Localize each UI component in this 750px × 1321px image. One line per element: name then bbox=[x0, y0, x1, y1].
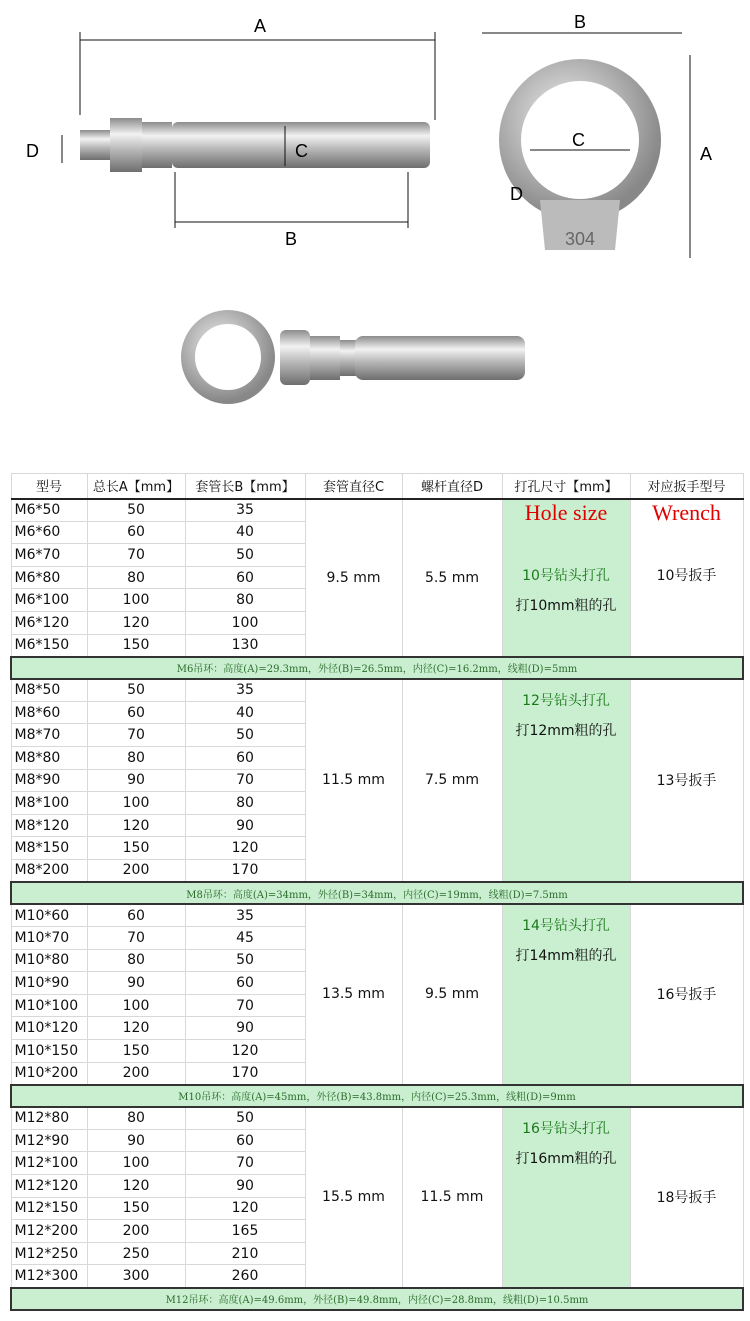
model-cell: M6*100 bbox=[11, 589, 87, 612]
sleeve-b-cell: 35 bbox=[185, 679, 305, 702]
length-a-cell: 80 bbox=[87, 1107, 185, 1130]
sleeve-b-cell: 40 bbox=[185, 701, 305, 724]
sleeve-b-cell: 80 bbox=[185, 792, 305, 815]
sleeve-b-cell: 90 bbox=[185, 1017, 305, 1040]
model-cell: M12*200 bbox=[11, 1220, 87, 1243]
ring-spec-row bbox=[11, 882, 743, 904]
length-a-cell: 120 bbox=[87, 1017, 185, 1040]
length-a-cell: 100 bbox=[87, 994, 185, 1017]
model-cell: M8*70 bbox=[11, 724, 87, 747]
length-a-cell: 150 bbox=[87, 837, 185, 860]
sleeve-b-cell: 80 bbox=[185, 589, 305, 612]
ring-spec-cell: M10吊环：高度(A)=45mm，外径(B)=43.8mm，内径(C)=25.3mm，线粗(D)=9mm bbox=[11, 1085, 743, 1107]
label-b: B bbox=[284, 229, 298, 249]
wrench-size-text: 13号扳手 bbox=[656, 773, 717, 790]
sleeve-b-cell: 120 bbox=[185, 1040, 305, 1063]
model-cell: M12*150 bbox=[11, 1197, 87, 1220]
model-cell: M10*120 bbox=[11, 1017, 87, 1040]
length-a-cell: 60 bbox=[87, 904, 185, 927]
sleeve-b-cell: 260 bbox=[185, 1265, 305, 1288]
model-cell: M10*60 bbox=[11, 904, 87, 927]
model-cell: M12*120 bbox=[11, 1175, 87, 1198]
header-row bbox=[11, 474, 743, 499]
wrench-cell bbox=[630, 904, 743, 1085]
bolt-diameter-cell: 11.5 mm bbox=[402, 1107, 502, 1288]
table-row bbox=[11, 679, 743, 702]
length-a-cell: 60 bbox=[87, 701, 185, 724]
drill-bit-text: 14号钻头打孔 bbox=[522, 918, 610, 934]
column-header: 螺杆直径D bbox=[402, 474, 502, 499]
sleeve-b-cell: 170 bbox=[185, 859, 305, 882]
length-a-cell: 300 bbox=[87, 1265, 185, 1288]
length-a-cell: 50 bbox=[87, 499, 185, 522]
length-a-cell: 80 bbox=[87, 566, 185, 589]
sleeve-diameter-cell: 11.5 mm bbox=[305, 679, 402, 882]
sleeve-b-cell: 50 bbox=[185, 544, 305, 567]
model-cell: M8*90 bbox=[11, 769, 87, 792]
sleeve-b-cell: 90 bbox=[185, 814, 305, 837]
wrench-cell bbox=[630, 1107, 743, 1288]
sleeve-b-cell: 165 bbox=[185, 1220, 305, 1243]
product-photos bbox=[0, 0, 750, 462]
length-a-cell: 120 bbox=[87, 814, 185, 837]
model-cell: M12*80 bbox=[11, 1107, 87, 1130]
sleeve-diameter-cell: 13.5 mm bbox=[305, 904, 402, 1085]
ring-label-d: D bbox=[510, 184, 523, 204]
sleeve-b-cell: 120 bbox=[185, 837, 305, 860]
sleeve-b-cell: 90 bbox=[185, 1175, 305, 1198]
ring-stamp: 304 bbox=[564, 229, 596, 249]
sleeve-b-cell: 70 bbox=[185, 1152, 305, 1175]
sleeve-b-cell: 130 bbox=[185, 634, 305, 657]
drill-bit-text: 16号钻头打孔 bbox=[522, 1120, 610, 1137]
column-header: 对应扳手型号 bbox=[630, 474, 743, 499]
sleeve-b-cell: 35 bbox=[185, 499, 305, 522]
sleeve-b-cell: 40 bbox=[185, 521, 305, 544]
sleeve-b-cell: 35 bbox=[185, 904, 305, 927]
hole-size-cell bbox=[502, 1107, 630, 1288]
column-header: 打孔尺寸【mm】 bbox=[502, 474, 630, 499]
sleeve-b-cell: 45 bbox=[185, 927, 305, 950]
ring-label-a: A bbox=[700, 144, 713, 164]
length-a-cell: 100 bbox=[87, 1152, 185, 1175]
length-a-cell: 70 bbox=[87, 927, 185, 950]
ring-spec-cell: M8吊环：高度(A)=34mm，外径(B)=34mm，内径(C)=19mm，线粗(D)=7.5mm bbox=[11, 882, 743, 904]
wrench-size-text: 16号扳手 bbox=[656, 987, 717, 1004]
hole-size-label: Hole size bbox=[524, 499, 608, 525]
table-row bbox=[11, 904, 743, 927]
model-cell: M10*150 bbox=[11, 1040, 87, 1063]
ring-spec-row bbox=[11, 1288, 743, 1310]
hole-size-cell bbox=[502, 679, 630, 882]
label-c: C bbox=[295, 141, 308, 161]
length-a-cell: 150 bbox=[87, 1197, 185, 1220]
sleeve-b-cell: 70 bbox=[185, 994, 305, 1017]
sleeve-b-cell: 70 bbox=[185, 769, 305, 792]
model-cell: M6*70 bbox=[11, 544, 87, 567]
sleeve-b-cell: 50 bbox=[185, 1107, 305, 1130]
length-a-cell: 150 bbox=[87, 1040, 185, 1063]
length-a-cell: 90 bbox=[87, 769, 185, 792]
model-cell: M6*80 bbox=[11, 566, 87, 589]
model-cell: M10*80 bbox=[11, 949, 87, 972]
eye-nut-diagram bbox=[482, 12, 712, 258]
model-cell: M8*120 bbox=[11, 814, 87, 837]
wrench-cell bbox=[630, 679, 743, 882]
length-a-cell: 90 bbox=[87, 972, 185, 995]
model-cell: M6*150 bbox=[11, 634, 87, 657]
label-d: D bbox=[26, 141, 39, 161]
hole-text: 打14mm粗的孔 bbox=[515, 948, 617, 964]
ring-label-c: C bbox=[572, 130, 585, 150]
sleeve-b-cell: 60 bbox=[185, 746, 305, 769]
model-cell: M8*200 bbox=[11, 859, 87, 882]
sleeve-b-cell: 120 bbox=[185, 1197, 305, 1220]
length-a-cell: 100 bbox=[87, 589, 185, 612]
hole-text: 打16mm粗的孔 bbox=[515, 1150, 617, 1167]
length-a-cell: 80 bbox=[87, 949, 185, 972]
length-a-cell: 90 bbox=[87, 1129, 185, 1152]
model-cell: M10*90 bbox=[11, 972, 87, 995]
eye-bolt-anchor-photo bbox=[188, 317, 525, 397]
anchor-bolt-diagram bbox=[26, 16, 435, 249]
column-header: 套管长B【mm】 bbox=[185, 474, 305, 499]
model-cell: M12*250 bbox=[11, 1242, 87, 1265]
table-row bbox=[11, 499, 743, 522]
wrench-size-text: 10号扳手 bbox=[656, 567, 717, 584]
ring-label-b: B bbox=[573, 12, 587, 32]
table-row bbox=[11, 1107, 743, 1130]
sleeve-b-cell: 50 bbox=[185, 724, 305, 747]
sleeve-b-cell: 210 bbox=[185, 1242, 305, 1265]
hole-size-cell bbox=[502, 904, 630, 1085]
length-a-cell: 200 bbox=[87, 1220, 185, 1243]
hole-text: 打10mm粗的孔 bbox=[515, 597, 617, 614]
sleeve-diameter-cell: 9.5 mm bbox=[305, 499, 402, 657]
spec-table bbox=[10, 473, 744, 1311]
model-cell: M10*200 bbox=[11, 1062, 87, 1085]
length-a-cell: 50 bbox=[87, 679, 185, 702]
sleeve-b-cell: 60 bbox=[185, 972, 305, 995]
model-cell: M12*90 bbox=[11, 1129, 87, 1152]
length-a-cell: 120 bbox=[87, 611, 185, 634]
bolt-diameter-cell: 7.5 mm bbox=[402, 679, 502, 882]
ring-spec-row bbox=[11, 657, 743, 679]
bolt-diameter-cell: 9.5 mm bbox=[402, 904, 502, 1085]
model-cell: M6*60 bbox=[11, 521, 87, 544]
drill-bit-text: 10号钻头打孔 bbox=[522, 567, 610, 584]
length-a-cell: 200 bbox=[87, 859, 185, 882]
length-a-cell: 60 bbox=[87, 521, 185, 544]
sleeve-b-cell: 170 bbox=[185, 1062, 305, 1085]
label-a: A bbox=[253, 16, 267, 36]
model-cell: M10*100 bbox=[11, 994, 87, 1017]
ring-spec-cell: M6吊环：高度(A)=29.3mm，外径(B)=26.5mm，内径(C)=16.2mm，线粗(D)=5mm bbox=[11, 657, 743, 679]
length-a-cell: 80 bbox=[87, 746, 185, 769]
column-header: 总长A【mm】 bbox=[87, 474, 185, 499]
length-a-cell: 250 bbox=[87, 1242, 185, 1265]
column-header: 套管直径C bbox=[305, 474, 402, 499]
length-a-cell: 200 bbox=[87, 1062, 185, 1085]
wrench-label: Wrench bbox=[652, 499, 721, 525]
model-cell: M6*50 bbox=[11, 499, 87, 522]
length-a-cell: 100 bbox=[87, 792, 185, 815]
wrench-cell bbox=[630, 499, 743, 657]
sleeve-b-cell: 60 bbox=[185, 566, 305, 589]
model-cell: M8*80 bbox=[11, 746, 87, 769]
model-cell: M10*70 bbox=[11, 927, 87, 950]
length-a-cell: 70 bbox=[87, 724, 185, 747]
length-a-cell: 70 bbox=[87, 544, 185, 567]
model-cell: M8*150 bbox=[11, 837, 87, 860]
sleeve-b-cell: 50 bbox=[185, 949, 305, 972]
hole-size-cell bbox=[502, 499, 630, 657]
ring-spec-row bbox=[11, 1085, 743, 1107]
model-cell: M8*60 bbox=[11, 701, 87, 724]
model-cell: M8*50 bbox=[11, 679, 87, 702]
wrench-size-text: 18号扳手 bbox=[656, 1190, 717, 1207]
sleeve-b-cell: 100 bbox=[185, 611, 305, 634]
model-cell: M12*100 bbox=[11, 1152, 87, 1175]
model-cell: M8*100 bbox=[11, 792, 87, 815]
model-cell: M12*300 bbox=[11, 1265, 87, 1288]
length-a-cell: 120 bbox=[87, 1175, 185, 1198]
sleeve-diameter-cell: 15.5 mm bbox=[305, 1107, 402, 1288]
model-cell: M6*120 bbox=[11, 611, 87, 634]
bolt-diameter-cell: 5.5 mm bbox=[402, 499, 502, 657]
length-a-cell: 150 bbox=[87, 634, 185, 657]
column-header: 型号 bbox=[11, 474, 87, 499]
ring-spec-cell: M12吊环：高度(A)=49.6mm，外径(B)=49.8mm，内径(C)=28.8mm，线粗(D)=10.5mm bbox=[11, 1288, 743, 1310]
drill-bit-text: 12号钻头打孔 bbox=[522, 692, 610, 709]
sleeve-b-cell: 60 bbox=[185, 1129, 305, 1152]
hole-text: 打12mm粗的孔 bbox=[515, 722, 617, 739]
